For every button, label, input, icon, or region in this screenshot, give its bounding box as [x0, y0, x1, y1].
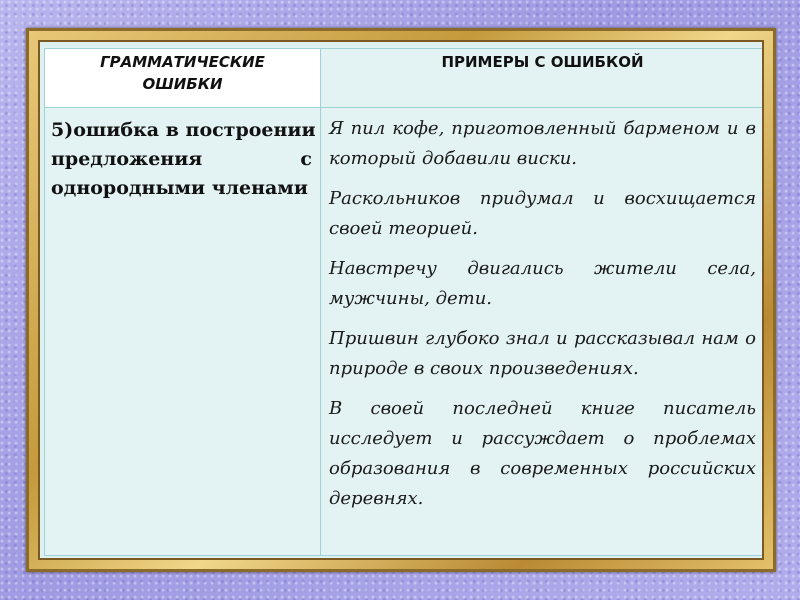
- example-sentence-4: Пришвин глубоко знал и рассказывал нам о природе в своих произведениях.: [329, 328, 756, 379]
- table-row: [45, 108, 765, 556]
- examples-cell: [321, 108, 765, 556]
- example-sentence-1: Я пил кофе, приготовленный барменом и в который добавили виски.: [329, 118, 756, 169]
- header-grammar-errors-line1: ГРАММАТИЧЕСКИЕ: [100, 53, 265, 71]
- error-type-line1: 5)ошибка в построении: [51, 119, 316, 141]
- example-sentence-2: Раскольников придумал и восхищается своей теорией.: [329, 188, 756, 239]
- gold-frame: [26, 28, 776, 572]
- content-panel: [38, 40, 764, 560]
- grammar-errors-table: [44, 48, 764, 556]
- error-type-line2: предложения с: [51, 148, 312, 170]
- header-grammar-errors-line2: ОШИБКИ: [142, 75, 223, 93]
- table-header-row: [45, 49, 765, 108]
- header-examples: ПРИМЕРЫ С ОШИБКОЙ: [321, 49, 765, 108]
- example-sentence-5: В своей последней книге писатель исследует и рассуждает о проблемах образования в современных российских деревнях.: [329, 398, 756, 509]
- error-type-cell: [45, 108, 321, 556]
- error-type-line3: однородными членами: [51, 177, 308, 199]
- example-sentence-3: Навстречу двигались жители села, мужчины, дети.: [329, 258, 756, 309]
- header-grammar-errors: [45, 49, 321, 108]
